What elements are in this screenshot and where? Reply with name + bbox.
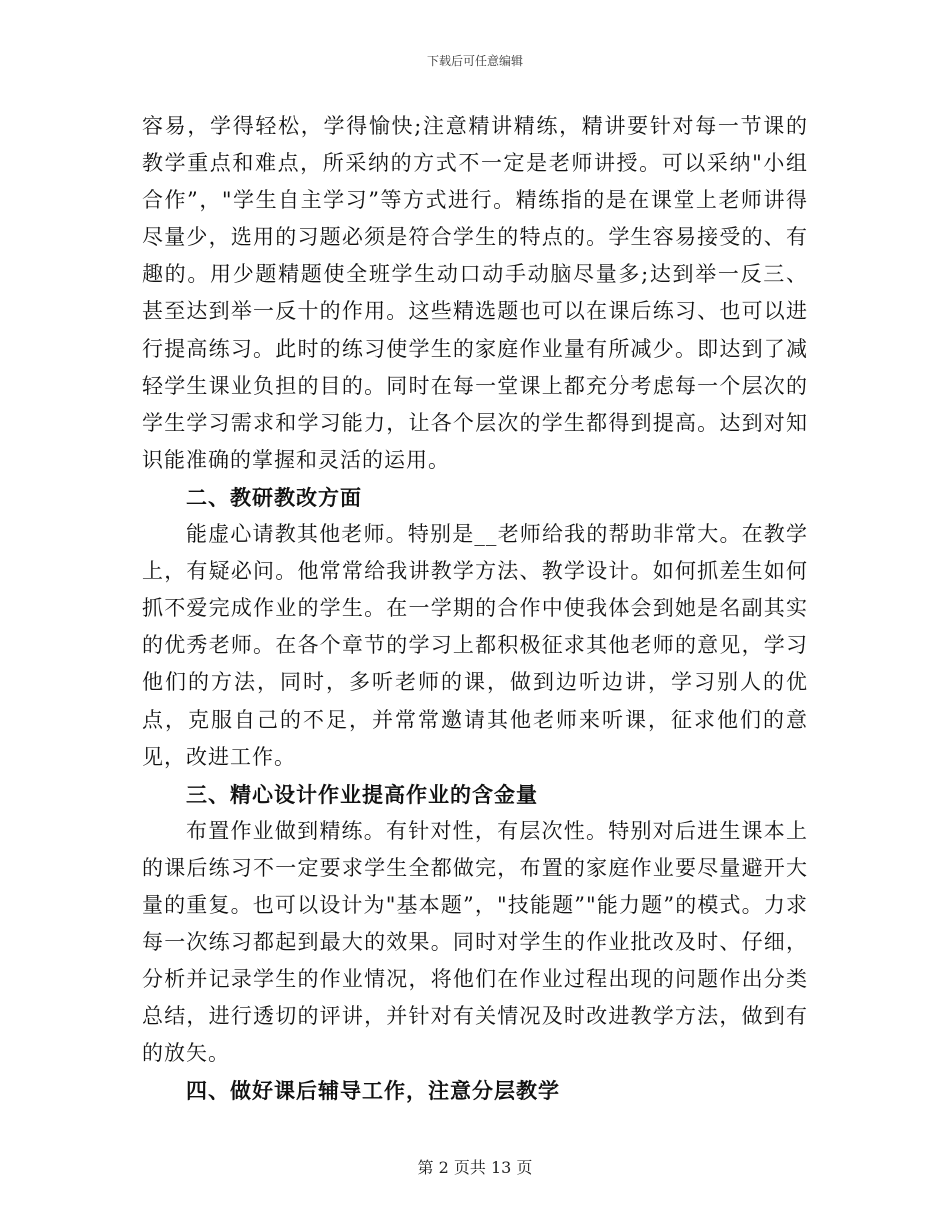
section-heading-4: 四、做好课后辅导工作，注意分层教学: [186, 1078, 560, 1104]
page-number-footer: 第 2 页共 13 页: [417, 1158, 533, 1177]
body-paragraph-1: 容易，学得轻松，学得愉快;注意精讲精练，精讲要针对每一节课的教学重点和难点，所采纳的方式不一定是老师讲授。可以采纳"小组合作”，"学生自主学习”等方式进行。精练指的是在课堂上老师讲得尽量少，选用的习题必须是符合学生的特点的。学生容易接受的、有趣的。用少题精题使全班学生动口动手动脑尽量多;达到举一反三、甚至达到举一反十的作用。这些精选题也可以在课后练习、也可以进行提高练习。此时的练习使学生的家庭作业量有所减少。即达到了减轻学生课业负担的目的。同时在每一堂课上都充分考虑每一个层次的学生学习需求和学习能力，让各个层次的学生都得到提高。达到对知识能准确的掌握和灵活的运用。: [142, 114, 808, 472]
body-paragraph-2: 能虚心请教其他老师。特别是__老师给我的帮助非常大。在教学上，有疑必问。他常常给我讲教学方法、教学设计。如何抓差生如何抓不爱完成作业的学生。在一学期的合作中使我体会到她是名副其实的优秀老师。在各个章节的学习上都积极征求其他老师的意见，学习他们的方法，同时，多听老师的课，做到边听边讲，学习别人的优点，克服自己的不足，并常常邀请其他老师来听课，征求他们的意见，改进工作。: [142, 522, 808, 769]
page-header: 下载后可任意编辑: [426, 54, 523, 68]
section-heading-3: 三、精心设计作业提高作业的含金量: [186, 781, 538, 807]
document-body: [142, 108, 808, 1110]
section-heading-2: 二、教研教改方面: [186, 484, 362, 510]
body-paragraph-3: 布置作业做到精练。有针对性，有层次性。特别对后进生课本上的课后练习不一定要求学生全都做完，布置的家庭作业要尽量避开大量的重复。也可以设计为"基本题”，"技能题”"能力题”的模式。力求每一次练习都起到最大的效果。同时对学生的作业批改及时、仔细，分析并记录学生的作业情况，将他们在作业过程出现的问题作出分类总结，进行透切的评讲，并针对有关情况及时改进教学方法，做到有的放矢。: [142, 818, 808, 1066]
